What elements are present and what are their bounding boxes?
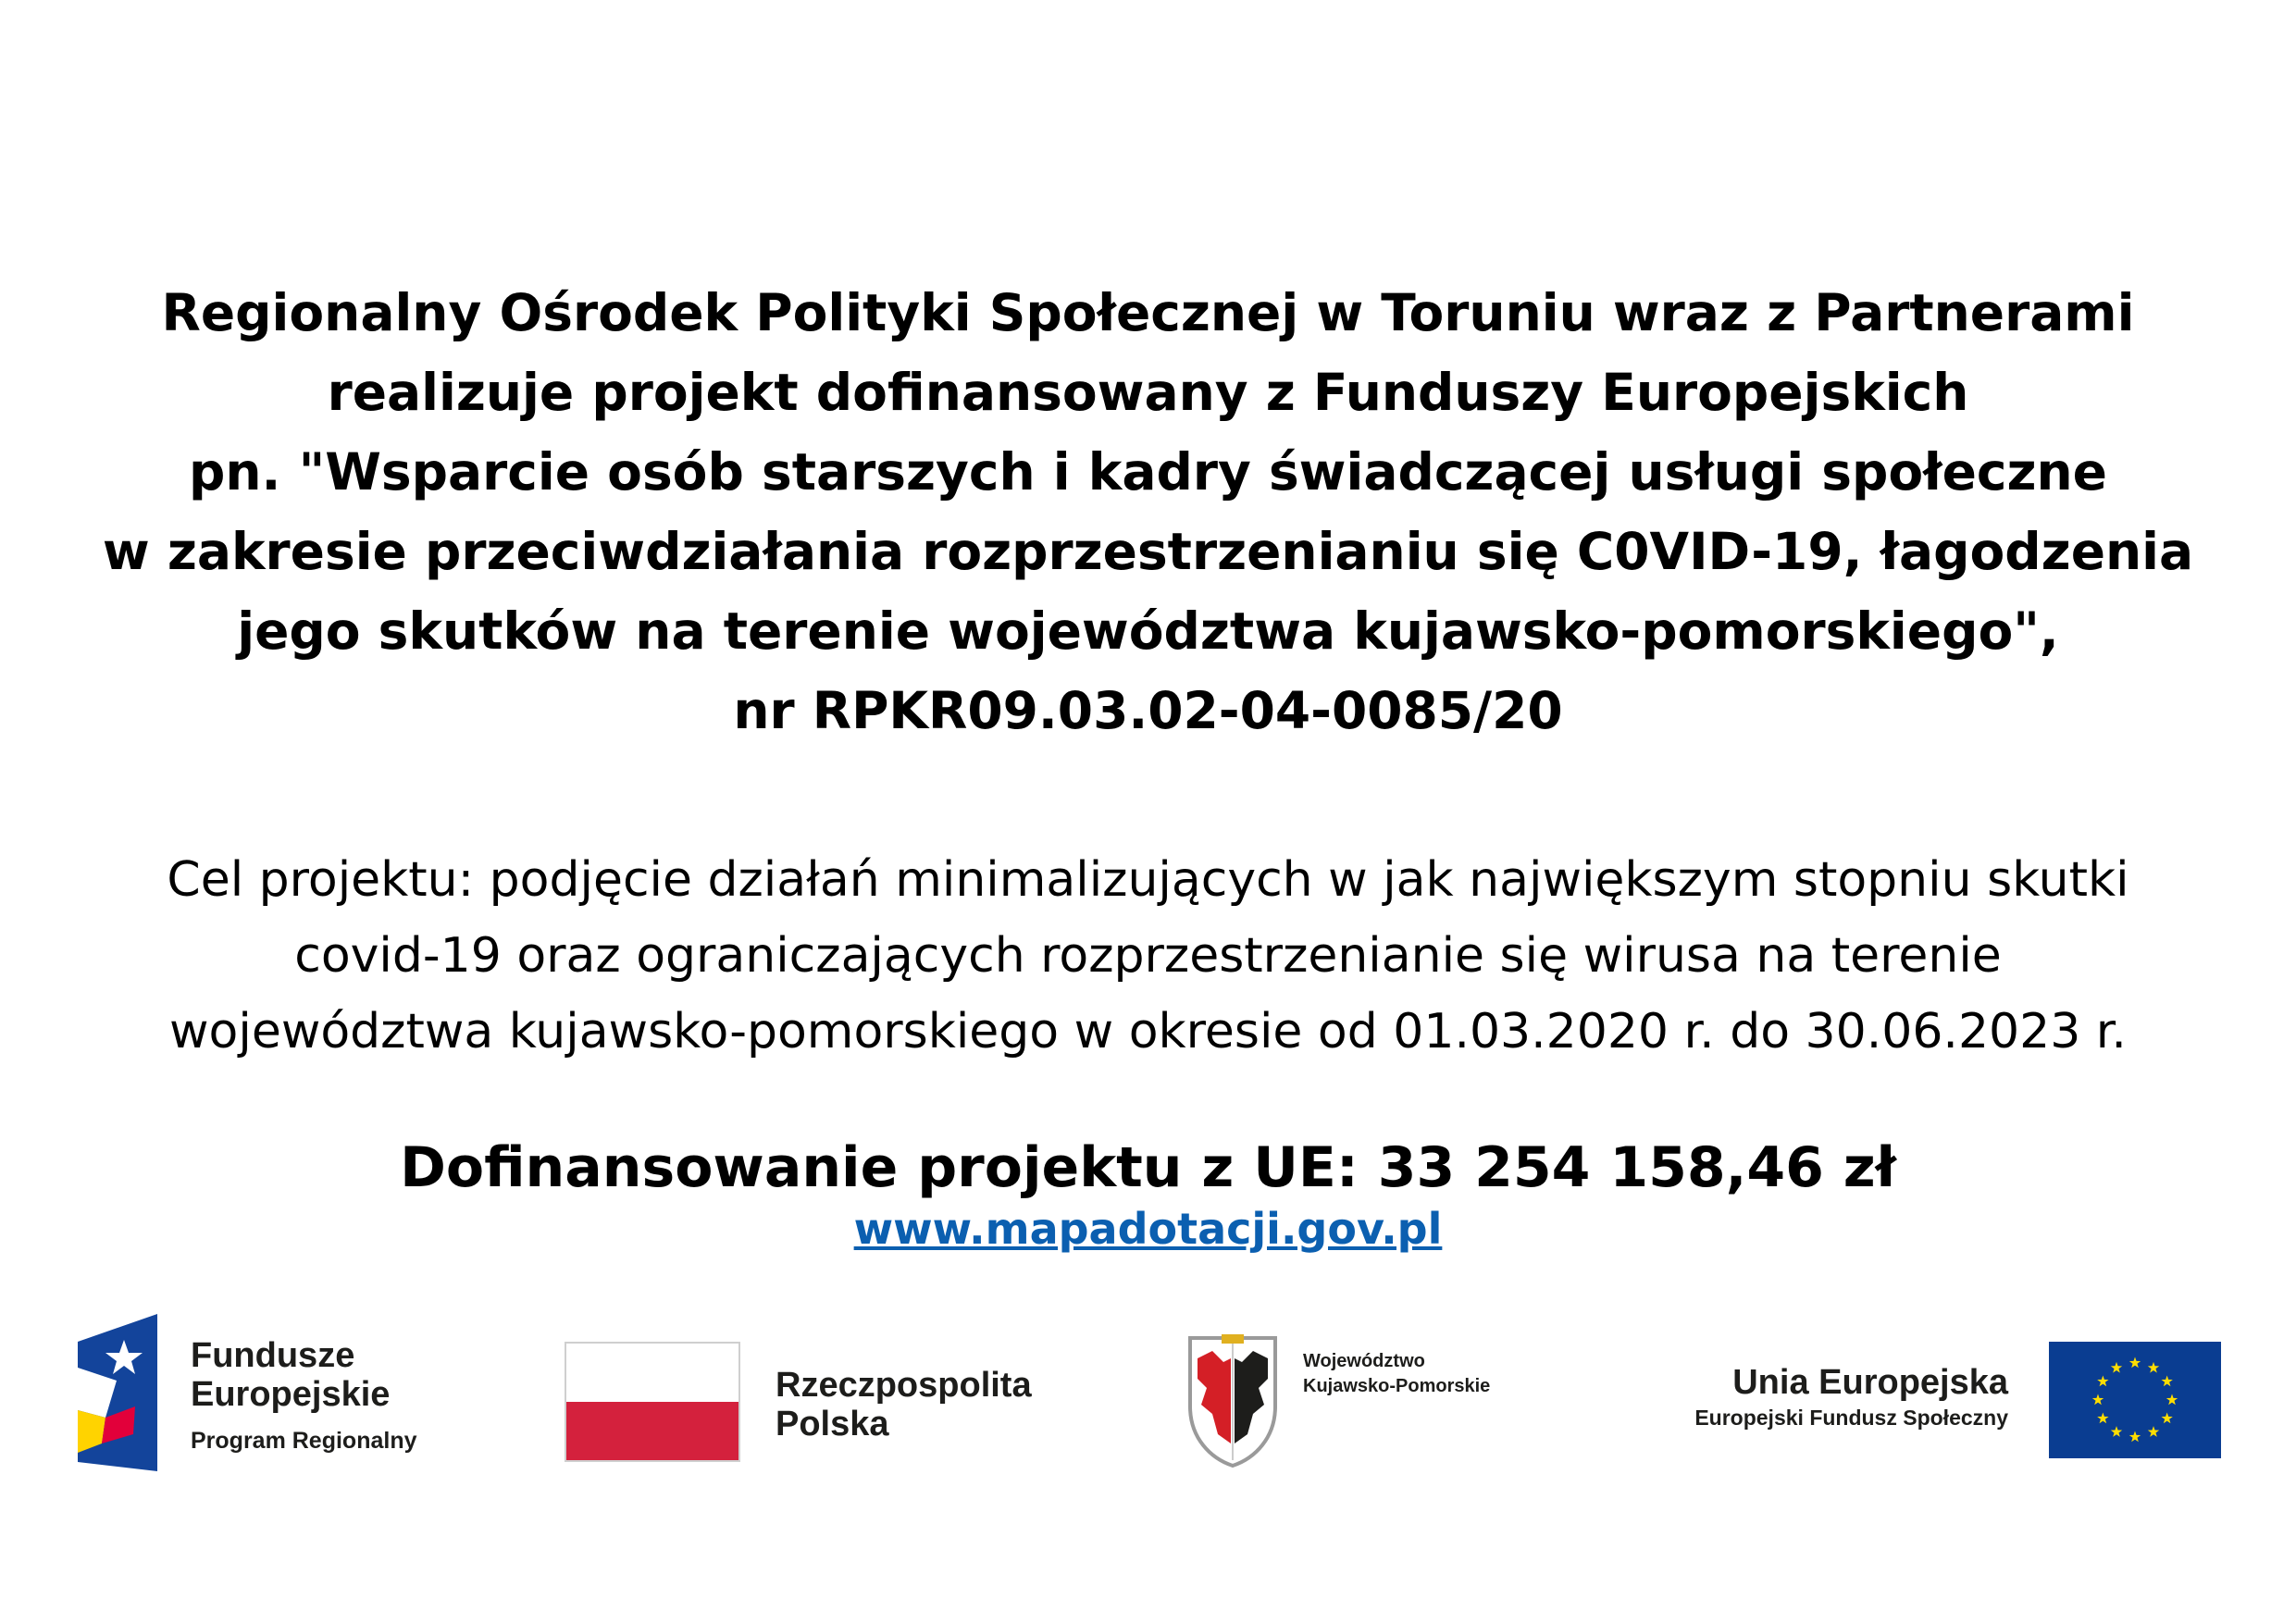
website-container (0, 1201, 2296, 1257)
project-goal (0, 842, 2296, 1070)
unia-europejska-logo (1647, 1342, 2221, 1471)
wojewodztwo-line1: Województwo (1303, 1351, 1425, 1371)
title-line: realizuje projekt dofinansowany z Funduszy Europejskich (327, 363, 1969, 422)
rzeczpospolita-line1: Rzeczpospolita (776, 1366, 1032, 1405)
fundusze-subtitle: Program Regionalny (191, 1428, 417, 1454)
fundusze-name-line2: Europejskie (191, 1375, 391, 1414)
rzeczpospolita-logo (565, 1342, 1083, 1467)
unia-name: Unia Europejska (1732, 1363, 2008, 1402)
goal-line: covid-19 oraz ograniczających rozprzestrzenianie się wirusa na terenie (294, 928, 2002, 984)
title-line: pn. "Wsparcie osób starszych i kadry świadczącej usługi społeczne (189, 442, 2107, 502)
title-line: jego skutków na terenie województwa kujawsko-pomorskiego", (237, 601, 2059, 661)
wojewodztwo-text (1303, 1349, 1490, 1399)
fundusze-text (191, 1336, 417, 1456)
wojewodztwo-line2: Kujawsko-Pomorskie (1303, 1376, 1491, 1396)
goal-line: województwa kujawsko-pomorskiego w okresie od 01.03.2020 r. do 30.06.2023 r. (169, 1004, 2127, 1059)
title-line: Regionalny Ośrodek Polityki Społecznej w Toruniu wraz z Partnerami (161, 283, 2135, 342)
website-link[interactable]: www.mapadotacji.gov.pl (853, 1204, 1443, 1254)
title-line: nr RPKR09.03.02-04-0085/20 (733, 681, 1563, 740)
wojewodztwo-logo (1185, 1331, 1573, 1469)
fundusze-europejskie-icon (78, 1314, 157, 1471)
poland-flag-icon (565, 1342, 740, 1462)
unia-subtitle: Europejski Fundusz Społeczny (1694, 1406, 2008, 1430)
project-title (0, 273, 2296, 750)
unia-text (1694, 1362, 2008, 1432)
coat-of-arms-icon (1185, 1331, 1281, 1469)
funding-amount: Dofinansowanie projektu z UE: 33 254 158,46 zł (400, 1135, 1896, 1200)
title-line: w zakresie przeciwdziałania rozprzestrzenianiu się C0VID-19, łagodzenia (102, 522, 2194, 581)
fundusze-name-line1: Fundusze (191, 1336, 355, 1375)
eu-flag-icon (2049, 1342, 2221, 1458)
logo-bar (0, 1314, 2296, 1499)
fundusze-europejskie-logo (78, 1314, 466, 1471)
rzeczpospolita-text (776, 1366, 1032, 1443)
goal-line: Cel projektu: podjęcie działań minimalizujących w jak największym stopniu skutki (167, 852, 2129, 908)
rzeczpospolita-line2: Polska (776, 1405, 889, 1443)
